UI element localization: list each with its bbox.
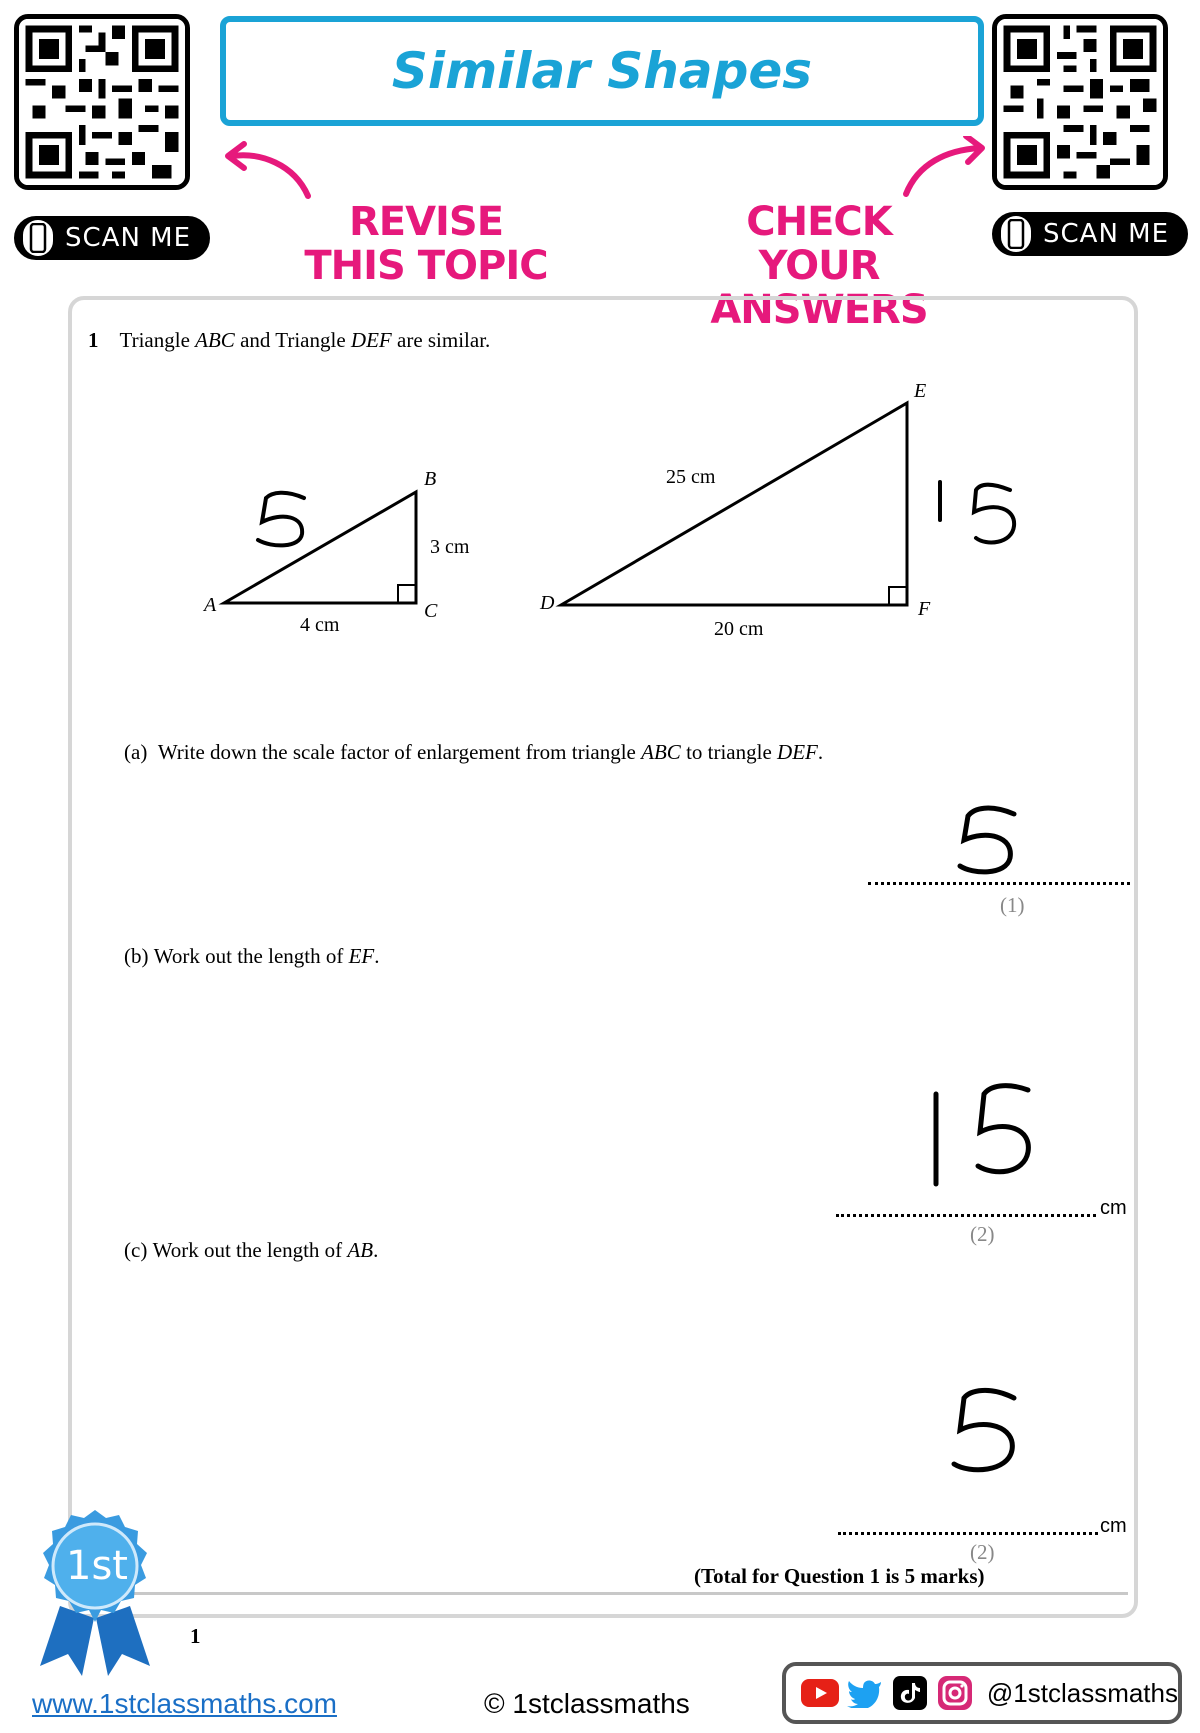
vertex-f: F bbox=[918, 598, 931, 620]
part-b-unit: cm bbox=[1100, 1197, 1127, 1219]
badge-text: 1st bbox=[66, 1543, 128, 1589]
question-total: (Total for Question 1 is 5 marks) bbox=[694, 1564, 985, 1588]
social-handle[interactable]: @1stclassmaths bbox=[986, 1677, 1178, 1708]
divider bbox=[76, 1592, 1128, 1595]
part-c-answer-line[interactable] bbox=[838, 1532, 1098, 1535]
handwritten-ef bbox=[940, 482, 1014, 542]
page-title: Similar Shapes bbox=[391, 42, 813, 100]
side-bc-label: 3 cm bbox=[430, 536, 470, 558]
side-df-label: 20 cm bbox=[714, 618, 764, 640]
twitter-icon[interactable] bbox=[845, 1675, 884, 1711]
instagram-icon[interactable] bbox=[936, 1675, 975, 1711]
page-number: 1 bbox=[190, 1624, 201, 1648]
tiktok-icon[interactable] bbox=[890, 1675, 929, 1711]
revise-topic-cta[interactable]: REVISE THIS TOPIC bbox=[304, 199, 548, 289]
question-intro: 1 Triangle ABC and Triangle DEF are similar. bbox=[88, 328, 491, 352]
vertex-d: D bbox=[540, 592, 555, 614]
side-ac-label: 4 cm bbox=[300, 614, 340, 636]
scan-me-label: SCAN ME bbox=[65, 223, 192, 253]
triangle-def bbox=[561, 403, 907, 605]
vertex-a: A bbox=[204, 594, 217, 616]
part-b-marks: (2) bbox=[970, 1222, 995, 1246]
part-a-marks: (1) bbox=[1000, 893, 1025, 917]
copyright: © 1stclassmaths bbox=[484, 1688, 690, 1719]
vertex-c: C bbox=[424, 600, 438, 622]
handwritten-ab bbox=[258, 493, 304, 546]
part-c-unit: cm bbox=[1100, 1515, 1127, 1537]
website-link[interactable]: www.1stclassmaths.com bbox=[32, 1688, 337, 1719]
scan-me-label: SCAN ME bbox=[1043, 219, 1170, 249]
triangle-abc bbox=[224, 492, 416, 603]
part-a-question: (a) Write down the scale factor of enlargement from triangle ABC to triangle DEF. bbox=[124, 740, 824, 764]
side-de-label: 25 cm bbox=[666, 466, 716, 488]
part-a-answer bbox=[950, 800, 1030, 880]
part-a-answer-line[interactable] bbox=[868, 882, 1130, 885]
part-b-question: (b) Work out the length of EF. bbox=[124, 944, 380, 968]
vertex-e: E bbox=[914, 380, 927, 402]
youtube-icon[interactable] bbox=[800, 1675, 839, 1711]
vertex-b: B bbox=[424, 468, 437, 490]
part-b-answer-line[interactable] bbox=[836, 1214, 1096, 1217]
part-c-question: (c) Work out the length of AB. bbox=[124, 1238, 379, 1262]
part-c-answer bbox=[940, 1382, 1030, 1482]
check-answers-cta[interactable]: CHECK YOUR ANSWERS bbox=[710, 199, 928, 333]
part-b-answer bbox=[910, 1080, 1040, 1190]
triangles-diagram bbox=[0, 0, 1200, 700]
part-c-marks: (2) bbox=[970, 1540, 995, 1564]
question-number: 1 bbox=[88, 328, 99, 352]
social-bar bbox=[782, 1662, 1182, 1724]
